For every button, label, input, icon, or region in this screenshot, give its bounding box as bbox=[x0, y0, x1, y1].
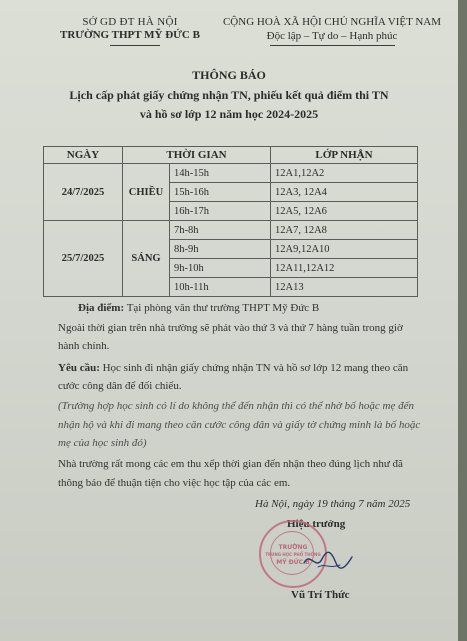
cell-time: 10h-11h bbox=[170, 278, 271, 297]
handwritten-signature bbox=[300, 545, 360, 575]
column-header-class: LỚP NHẬN bbox=[271, 147, 418, 164]
cell-classes: 12A13 bbox=[271, 278, 418, 297]
closing-line-1: Nhà trường rất mong các em thu xếp thời gian đến nhận theo đúng lịch như đã bbox=[58, 458, 403, 470]
requirement-text: Học sinh đi nhận giấy chứng nhận TN và hồ sơ lớp 12 mang theo căn bbox=[102, 362, 409, 374]
schedule-table bbox=[43, 146, 418, 297]
cell-classes: 12A7, 12A8 bbox=[271, 221, 418, 240]
cell-session: SÁNG bbox=[123, 221, 170, 297]
notice-subtitle-line-1: Lịch cấp phát giấy chứng nhận TN, phiếu kết quả điểm thi TN bbox=[69, 88, 389, 102]
location-label: Địa điểm: bbox=[78, 302, 125, 314]
cell-time: 9h-10h bbox=[170, 259, 271, 278]
header-department: SỞ GD ĐT HÀ NỘI bbox=[82, 16, 178, 28]
cell-classes: 12A11,12A12 bbox=[271, 259, 418, 278]
location-text: Tại phòng văn thư trường THPT Mỹ Đức B bbox=[126, 302, 320, 314]
cell-time: 16h-17h bbox=[170, 202, 271, 221]
header-motto: Độc lập – Tự do – Hạnh phúc bbox=[266, 30, 398, 42]
signer-name: Vũ Trí Thức bbox=[291, 589, 350, 601]
cell-date: 25/7/2025 bbox=[44, 221, 123, 297]
column-header-time: THỜI GIAN bbox=[123, 147, 271, 164]
notice-title: THÔNG BÁO bbox=[192, 68, 266, 82]
notice-subtitle-line-2: và hồ sơ lớp 12 năm học 2024-2025 bbox=[139, 107, 319, 121]
table-row bbox=[44, 164, 418, 183]
table-header-row bbox=[44, 147, 418, 164]
cell-date: 24/7/2025 bbox=[44, 164, 123, 221]
closing-line-2: thông báo để thuận tiện cho việc học tập của các em. bbox=[58, 477, 291, 489]
cell-time: 8h-9h bbox=[170, 240, 271, 259]
cell-classes: 12A9,12A10 bbox=[271, 240, 418, 259]
stamp-text-line-2: TRUNG HỌC PHỔ THÔNG bbox=[265, 552, 321, 557]
stamp-text-line-1: TRƯỜNG bbox=[278, 544, 308, 551]
other-time-line-1: Ngoài thời gian trên nhà trường sẽ phát vào thứ 3 và thứ 7 hàng tuần trong giờ bbox=[58, 322, 403, 334]
header-left-underline bbox=[110, 45, 160, 46]
requirement-line-2: cước công dân để đối chiếu. bbox=[58, 380, 182, 392]
cell-time: 15h-16h bbox=[170, 183, 271, 202]
cell-classes: 12A5, 12A6 bbox=[271, 202, 418, 221]
cell-time: 14h-15h bbox=[170, 164, 271, 183]
cell-time: 7h-8h bbox=[170, 221, 271, 240]
cell-classes: 12A1,12A2 bbox=[271, 164, 418, 183]
cell-session: CHIỀU bbox=[123, 164, 170, 221]
header-school-name: TRƯỜNG THPT MỸ ĐỨC B bbox=[60, 29, 200, 41]
header-right-underline bbox=[270, 45, 395, 46]
cell-classes: 12A3, 12A4 bbox=[271, 183, 418, 202]
stamp-text-line-3: MỸ ĐỨC B bbox=[276, 559, 310, 566]
column-header-date: NGÀY bbox=[44, 147, 123, 164]
note-line-3: mẹ của học sinh đó) bbox=[58, 437, 147, 449]
table-row bbox=[44, 221, 418, 240]
location-line bbox=[78, 302, 319, 314]
header-country: CỘNG HOÀ XÃ HỘI CHỦ NGHĨA VIỆT NAM bbox=[222, 16, 442, 28]
other-time-line-2: hành chính. bbox=[58, 340, 110, 352]
note-line-1: (Trường hợp học sinh có lí do không thể đến nhận thì có thể nhờ bố hoặc mẹ đến bbox=[58, 400, 415, 412]
note-line-2: nhận hộ và khi đi mang theo căn cước công dân và giấy tờ chứng minh là bố hoặc bbox=[58, 419, 421, 431]
requirement-line-1 bbox=[58, 362, 408, 374]
signature-date: Hà Nội, ngày 19 tháng 7 năm 2025 bbox=[255, 498, 411, 510]
signature-title: Hiệu trưởng bbox=[287, 518, 346, 530]
requirement-label: Yêu cầu: bbox=[58, 362, 100, 374]
